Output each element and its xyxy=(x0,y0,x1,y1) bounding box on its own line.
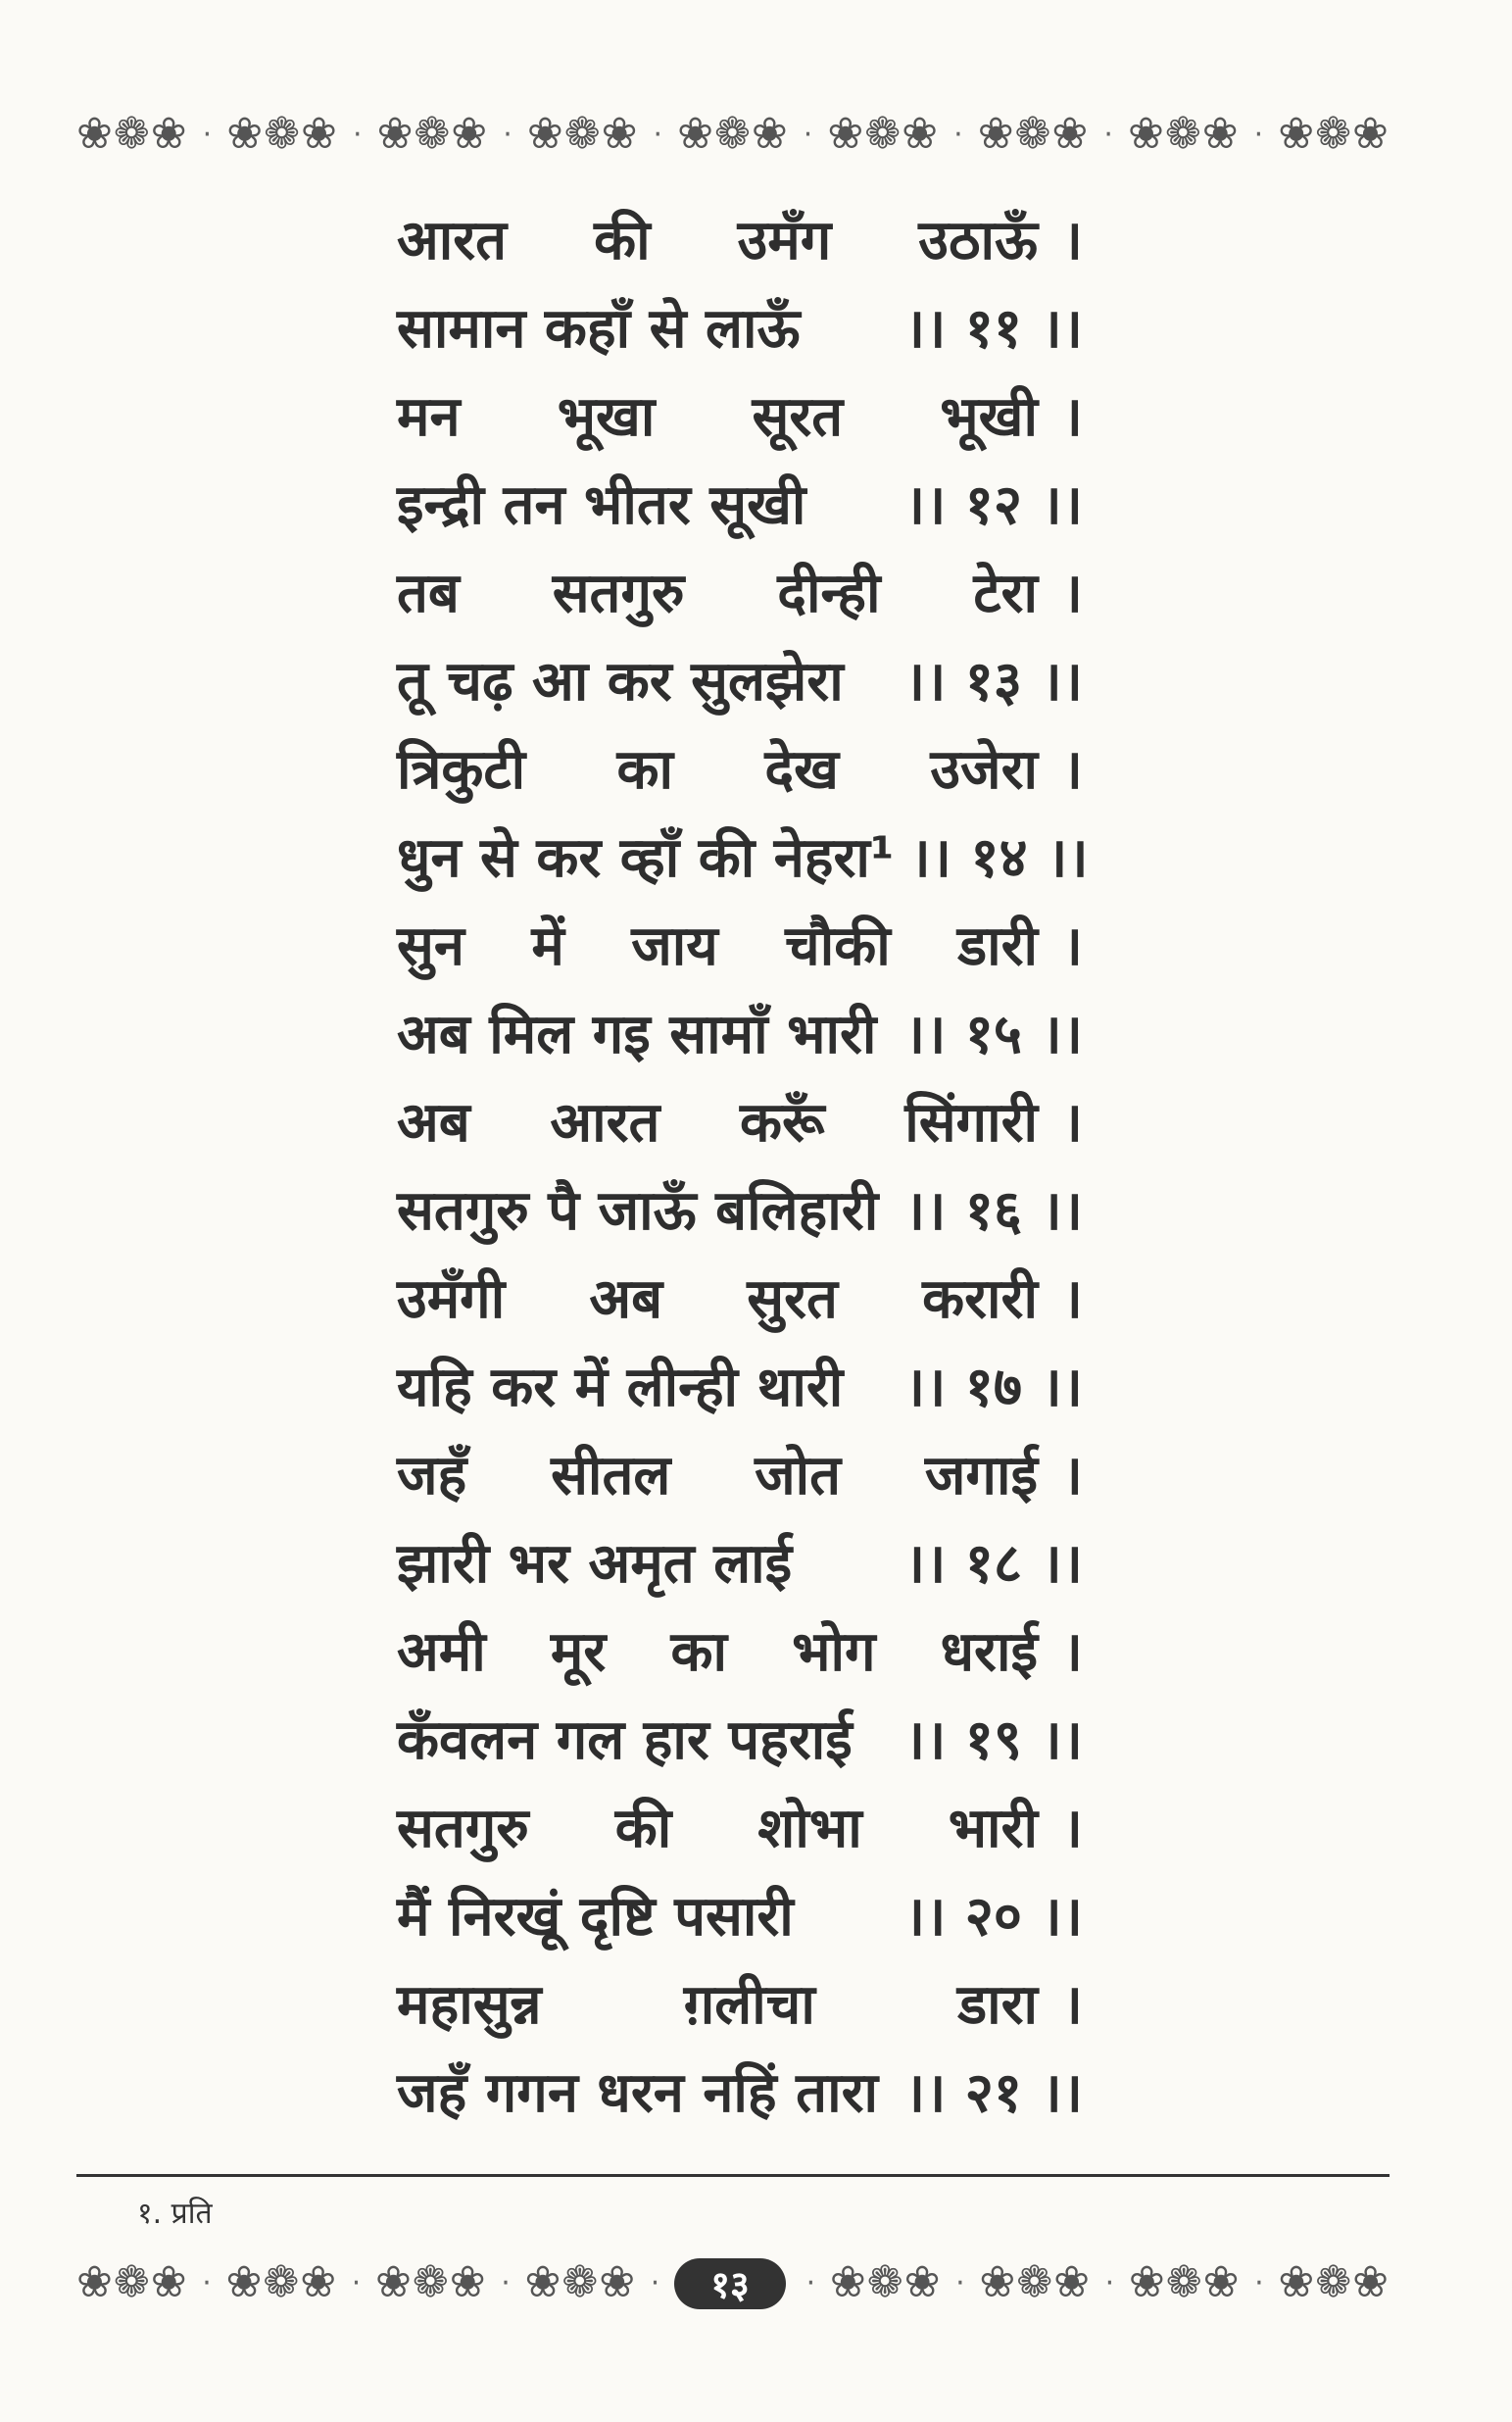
verse-line xyxy=(397,547,1083,635)
verse-word: कँवलन गल हार पहराई xyxy=(397,1708,853,1772)
verse-word: भोग xyxy=(792,1620,876,1684)
verse-line xyxy=(397,1253,1083,1341)
floral-ornament-icon: ❀❁❀ xyxy=(375,2257,487,2307)
verse-word: इन्द्री तन भीतर सूखी xyxy=(397,473,806,537)
ornament-dot: · xyxy=(953,117,963,152)
ornament-dot: · xyxy=(503,117,512,152)
verse-text xyxy=(397,1965,1038,2040)
verse-word: सीतल xyxy=(551,1444,671,1508)
floral-ornament-icon: ❀❁❀ xyxy=(76,2257,188,2307)
verse-text xyxy=(397,466,889,540)
verse-line xyxy=(397,1694,1083,1782)
verse-end-mark: । xyxy=(1061,1444,1083,1508)
floral-ornament-icon: ❀❁❀ xyxy=(1127,109,1240,159)
verse-word: जगाई xyxy=(924,1444,1038,1508)
verse-word: अमी xyxy=(397,1620,486,1684)
verse-line xyxy=(397,900,1083,988)
verse-text xyxy=(397,642,889,717)
ornament-dot: · xyxy=(202,117,213,152)
verse-end-mark: ।। १४ ।। xyxy=(909,826,1089,890)
verse-word: तू चढ़ आ कर सुलझेरा xyxy=(397,650,844,714)
floral-ornament-icon: ❀❁❀ xyxy=(376,109,489,159)
verse-word: का xyxy=(670,1620,727,1684)
verse-word: दीन्ही xyxy=(777,562,881,625)
verse-end-mark: ।। १३ ।। xyxy=(903,650,1083,714)
verse-word: टेरा xyxy=(973,562,1038,625)
verse-word: में xyxy=(531,914,564,978)
verse-end-mark: । xyxy=(1061,1797,1083,1860)
verse-end-mark: । xyxy=(1061,738,1083,802)
verse-line xyxy=(397,1958,1083,2047)
verse-text xyxy=(397,1348,889,1422)
verse-line xyxy=(397,2047,1083,2135)
verse-word: जहँ गगन धरन नहिं तारा xyxy=(397,2061,878,2125)
verse-text xyxy=(397,289,889,364)
verse-word: अब xyxy=(397,1091,470,1155)
verse-end-mark: । xyxy=(1061,209,1083,272)
page-number-badge: १३ xyxy=(674,2258,786,2309)
verse-word: शोभा xyxy=(757,1797,862,1860)
verse-text xyxy=(397,377,1038,452)
verse-word: जाय xyxy=(631,914,718,978)
verse-line xyxy=(397,282,1083,371)
verse-word: उठाऊँ xyxy=(918,209,1038,272)
verse-word: जोत xyxy=(755,1444,842,1508)
verse-text xyxy=(397,201,1038,275)
verse-word: उमँग xyxy=(737,209,832,272)
verse-word: महासुन्न xyxy=(397,1973,542,2037)
floral-ornament-icon: ❀❁❀ xyxy=(225,2257,338,2307)
verse-word: डारी xyxy=(957,914,1038,978)
floral-ornament-icon: ❀❁❀ xyxy=(524,2257,637,2307)
verse-line xyxy=(397,1164,1083,1253)
verse-word: सामान कहाँ से लाऊँ xyxy=(397,297,801,361)
verse-text xyxy=(397,1524,889,1599)
verse-block xyxy=(397,194,1089,2135)
ornament-dot: · xyxy=(955,2265,965,2300)
floral-ornament-icon: ❀❁❀ xyxy=(76,109,188,159)
verse-end-mark: ।। १६ ।। xyxy=(903,1179,1083,1243)
ornament-dot: · xyxy=(653,117,663,152)
verse-end-mark: ।। १५ ।। xyxy=(903,1003,1083,1066)
ornament-dot: · xyxy=(501,2265,511,2300)
verse-text xyxy=(397,1612,1038,1687)
verse-line xyxy=(397,635,1083,723)
verse-line xyxy=(397,194,1083,282)
verse-text xyxy=(397,818,894,893)
verse-line xyxy=(397,1606,1083,1694)
ornament-dot: · xyxy=(352,117,363,152)
verse-end-mark: । xyxy=(1061,1267,1083,1331)
verse-end-mark: । xyxy=(1061,562,1083,625)
verse-word: की xyxy=(594,209,651,272)
verse-line xyxy=(397,459,1083,547)
verse-text xyxy=(397,1171,889,1246)
verse-line xyxy=(397,1782,1083,1870)
verse-text xyxy=(397,1789,1038,1863)
floral-ornament-icon: ❀❁❀ xyxy=(1278,2257,1390,2307)
ornament-dot: · xyxy=(650,2265,660,2300)
verse-word: झारी भर अमृत लाई xyxy=(397,1532,793,1596)
verse-line xyxy=(397,988,1083,1076)
verse-end-mark: ।। २१ ।। xyxy=(903,2061,1083,2125)
verse-text xyxy=(397,1260,1038,1334)
verse-text xyxy=(397,554,1038,628)
verse-line xyxy=(397,1429,1083,1517)
ornament-dot: · xyxy=(803,117,813,152)
verse-end-mark: ।। २० ।। xyxy=(903,1885,1083,1949)
verse-text xyxy=(397,1436,1038,1510)
verse-word: मैं निरखूं दृष्टि पसारी xyxy=(397,1885,794,1949)
floral-ornament-icon: ❀❁❀ xyxy=(977,109,1090,159)
floral-ornament-icon: ❀❁❀ xyxy=(677,109,789,159)
verse-text xyxy=(397,1701,889,1775)
verse-text xyxy=(397,995,889,1069)
verse-word: सिंगारी xyxy=(904,1091,1038,1155)
verse-line xyxy=(397,1517,1083,1606)
verse-line xyxy=(397,723,1083,812)
verse-word: त्रिकुटी xyxy=(397,738,526,802)
verse-word: चौकी xyxy=(785,914,891,978)
verse-line xyxy=(397,371,1083,459)
verse-word: करारी xyxy=(922,1267,1038,1331)
verse-end-mark: । xyxy=(1061,1973,1083,2037)
ornament-dot: · xyxy=(351,2265,362,2300)
verse-word: आरत xyxy=(550,1091,660,1155)
verse-word: उमँगी xyxy=(397,1267,506,1331)
ornament-dot: · xyxy=(805,2265,816,2300)
verse-word: अब मिल गइ सामाँ भारी xyxy=(397,1003,877,1066)
ornament-dot: · xyxy=(202,2265,212,2300)
verse-end-mark: । xyxy=(1061,914,1083,978)
verse-word: ग़लीचा xyxy=(683,1973,815,2037)
floral-ornament-icon: ❀❁❀ xyxy=(1278,109,1390,159)
verse-end-mark: । xyxy=(1061,1620,1083,1684)
verse-word: सतगुरु xyxy=(552,562,685,625)
top-ornament-border xyxy=(76,106,1390,163)
verse-word: करूँ xyxy=(740,1091,825,1155)
footnote: १. प्रति xyxy=(137,2197,213,2231)
verse-word: मूर xyxy=(550,1620,607,1684)
verse-word: धुन से कर व्हाँ की नेहरा¹ xyxy=(397,826,895,890)
verse-word: सतगुरु xyxy=(397,1797,529,1860)
verse-word: धराई xyxy=(940,1620,1038,1684)
verse-end-mark: ।। ११ ।। xyxy=(903,297,1083,361)
verse-word: डारा xyxy=(957,1973,1038,2037)
verse-word: भारी xyxy=(948,1797,1038,1860)
verse-text xyxy=(397,730,1038,805)
verse-text xyxy=(397,1877,889,1952)
verse-end-mark: ।। १२ ।। xyxy=(903,473,1083,537)
verse-end-mark: ।। १७ ।। xyxy=(903,1356,1083,1419)
ornament-dot: · xyxy=(1104,2265,1115,2300)
verse-word: मन xyxy=(397,385,461,449)
floral-ornament-icon: ❀❁❀ xyxy=(829,2257,942,2307)
verse-word: आरत xyxy=(397,209,508,272)
verse-line xyxy=(397,1076,1083,1164)
ornament-dot: · xyxy=(1254,2265,1264,2300)
footnote-divider xyxy=(76,2174,1390,2177)
verse-line xyxy=(397,1341,1083,1429)
verse-end-mark: । xyxy=(1061,385,1083,449)
verse-word: अब xyxy=(589,1267,663,1331)
verse-word: की xyxy=(614,1797,672,1860)
verse-end-mark: ।। १९ ।। xyxy=(903,1708,1083,1772)
floral-ornament-icon: ❀❁❀ xyxy=(226,109,338,159)
verse-word: यहि कर में लीन्ही थारी xyxy=(397,1356,844,1419)
verse-word: जहँ xyxy=(397,1444,467,1508)
verse-text xyxy=(397,1083,1038,1158)
floral-ornament-icon: ❀❁❀ xyxy=(827,109,940,159)
verse-line xyxy=(397,1870,1083,1958)
verse-word: का xyxy=(616,738,674,802)
verse-end-mark: ।। १८ ।। xyxy=(903,1532,1083,1596)
floral-ornament-icon: ❀❁❀ xyxy=(526,109,639,159)
verse-word: सतगुरु पै जाऊँ बलिहारी xyxy=(397,1179,879,1243)
ornament-dot: · xyxy=(1103,117,1113,152)
floral-ornament-icon: ❀❁❀ xyxy=(979,2257,1091,2307)
ornament-dot: · xyxy=(1253,117,1264,152)
verse-word: सुरत xyxy=(747,1267,838,1331)
verse-line xyxy=(397,812,1089,900)
verse-word: सूरत xyxy=(752,385,844,449)
verse-word: उजेरा xyxy=(930,738,1038,802)
verse-text xyxy=(397,907,1038,981)
verse-word: भूखी xyxy=(940,385,1038,449)
verse-end-mark: । xyxy=(1061,1091,1083,1155)
verse-word: देख xyxy=(764,738,839,802)
verse-word: सुन xyxy=(397,914,464,978)
verse-word: भूखा xyxy=(557,385,656,449)
verse-word: तब xyxy=(397,562,460,625)
floral-ornament-icon: ❀❁❀ xyxy=(1128,2257,1241,2307)
verse-text xyxy=(397,2053,889,2128)
